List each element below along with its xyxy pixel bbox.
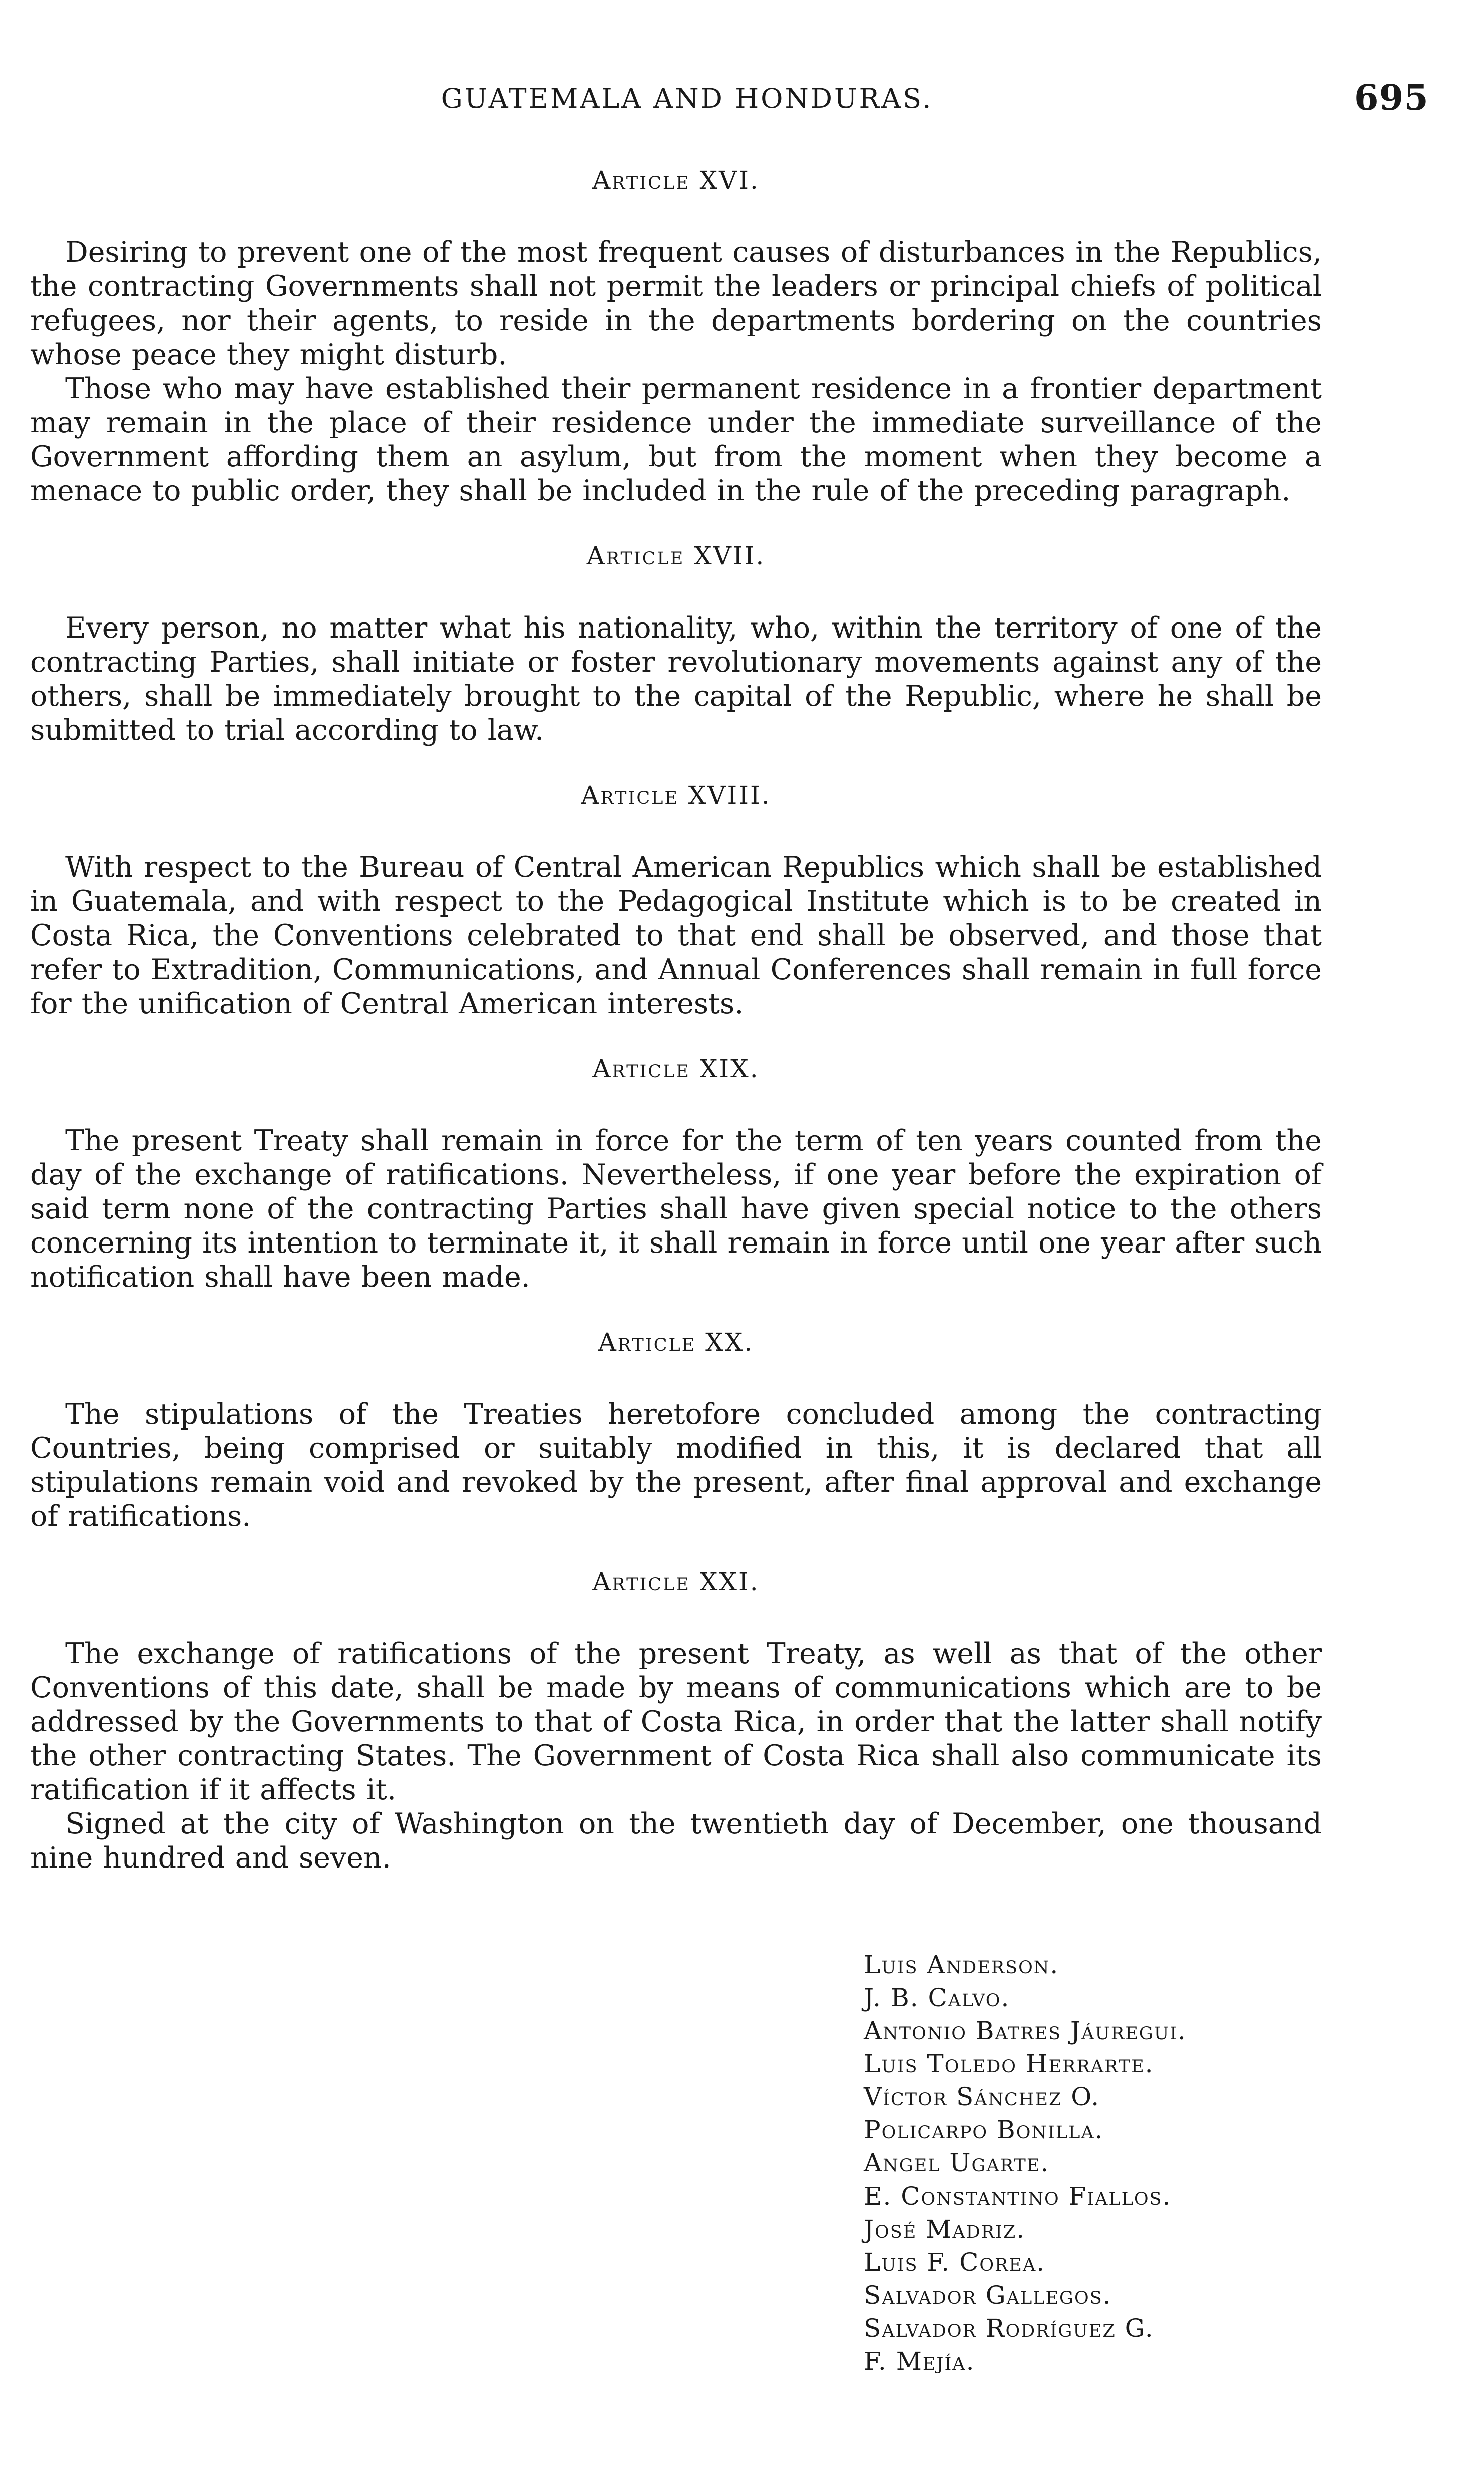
signatory: Víctor Sánchez O. bbox=[864, 2082, 1100, 2111]
signatory: Policarpo Bonilla. bbox=[864, 2115, 1104, 2144]
article-heading: Article XX. bbox=[598, 1328, 754, 1357]
signatory: Luis F. Corea. bbox=[864, 2248, 1046, 2277]
signatory: Luis Anderson. bbox=[864, 1950, 1059, 1979]
article-paragraph: Desiring to prevent one of the most frequent causes of disturbances in the Republics, the contracting Governments shall not permit the leaders or principal chiefs of political refugees, nor their agents, to reside in the departments bordering on the countries whose peace they might disturb. bbox=[30, 236, 1322, 371]
signatory: Salvador Rodríguez G. bbox=[864, 2314, 1154, 2343]
article-18 bbox=[30, 780, 1322, 1021]
article-heading: Article XIX. bbox=[592, 1054, 760, 1083]
article-20 bbox=[30, 1327, 1322, 1533]
running-title: GUATEMALA AND HONDURAS. bbox=[441, 83, 933, 114]
article-17 bbox=[30, 541, 1322, 747]
article-16 bbox=[30, 165, 1322, 508]
signatory: Salvador Gallegos. bbox=[864, 2281, 1112, 2310]
signatory: F. Mejía. bbox=[864, 2347, 975, 2376]
article-heading: Article XVIII. bbox=[581, 781, 771, 810]
signing-statement: Signed at the city of Washington on the twentieth day of December, one thousand nine hundred and seven. bbox=[30, 1807, 1322, 1875]
article-paragraph: The stipulations of the Treaties heretofore concluded among the contracting Countries, being comprised or suitably modified in this, it is declared that all stipulations remain void and revoked by the present, after final approval and exchange of ratifications. bbox=[30, 1398, 1322, 1533]
signatory-list bbox=[864, 1948, 1364, 2378]
running-header bbox=[30, 77, 1429, 128]
document-body bbox=[30, 165, 1322, 1908]
article-paragraph: Those who may have established their permanent residence in a frontier department may remain in the place of their residence under the immediate surveillance of the Government affording them an asylum, but from the moment when they become a menace to public order, they shall be included in the rule of the preceding paragraph. bbox=[30, 372, 1322, 507]
article-heading: Article XXI. bbox=[592, 1567, 760, 1596]
signatory: Luis Toledo Herrarte. bbox=[864, 2049, 1154, 2078]
article-paragraph: Every person, no matter what his nationality, who, within the territory of one of the contracting Parties, shall initiate or foster revolutionary movements against any of the others, shall be immediately brought to the capital of the Republic, where he shall be submitted to trial according to law. bbox=[30, 611, 1322, 747]
signatory: E. Constantino Fiallos. bbox=[864, 2182, 1172, 2211]
article-paragraph: With respect to the Bureau of Central American Republics which shall be established in Guatemala, and with respect to the Pedagogical Institute which is to be created in Costa Rica, the Conventions celebrated to that end shall be observed, and those that refer to Extradition, Communications, and Annual Conferences shall remain in full force for the unification of Central American interests. bbox=[30, 851, 1322, 1020]
signatory: J. B. Calvo. bbox=[864, 1983, 1010, 2012]
article-21 bbox=[30, 1567, 1322, 1875]
article-heading: Article XVII. bbox=[586, 541, 766, 570]
article-19 bbox=[30, 1054, 1322, 1294]
signatory: Angel Ugarte. bbox=[864, 2148, 1050, 2177]
page-number: 695 bbox=[1354, 77, 1429, 118]
article-paragraph: The exchange of ratifications of the present Treaty, as well as that of the other Conventions of this date, shall be made by means of communications which are to be addressed by the Governments to that of Costa Rica, in order that the latter shall notify the other contracting States. The Government of Costa Rica shall also communicate its ratification if it affects it. bbox=[30, 1637, 1322, 1806]
signatory: Antonio Batres Jáuregui. bbox=[864, 2016, 1187, 2045]
signatory: José Madriz. bbox=[864, 2215, 1026, 2244]
article-heading: Article XVI. bbox=[592, 166, 760, 195]
article-paragraph: The present Treaty shall remain in force for the term of ten years counted from the day of the exchange of ratifications. Nevertheless, if one year before the expiration of said term none of the contracting Parties shall have given special notice to the others concerning its intention to terminate it, it shall remain in force until one year after such notification shall have been made. bbox=[30, 1124, 1322, 1294]
